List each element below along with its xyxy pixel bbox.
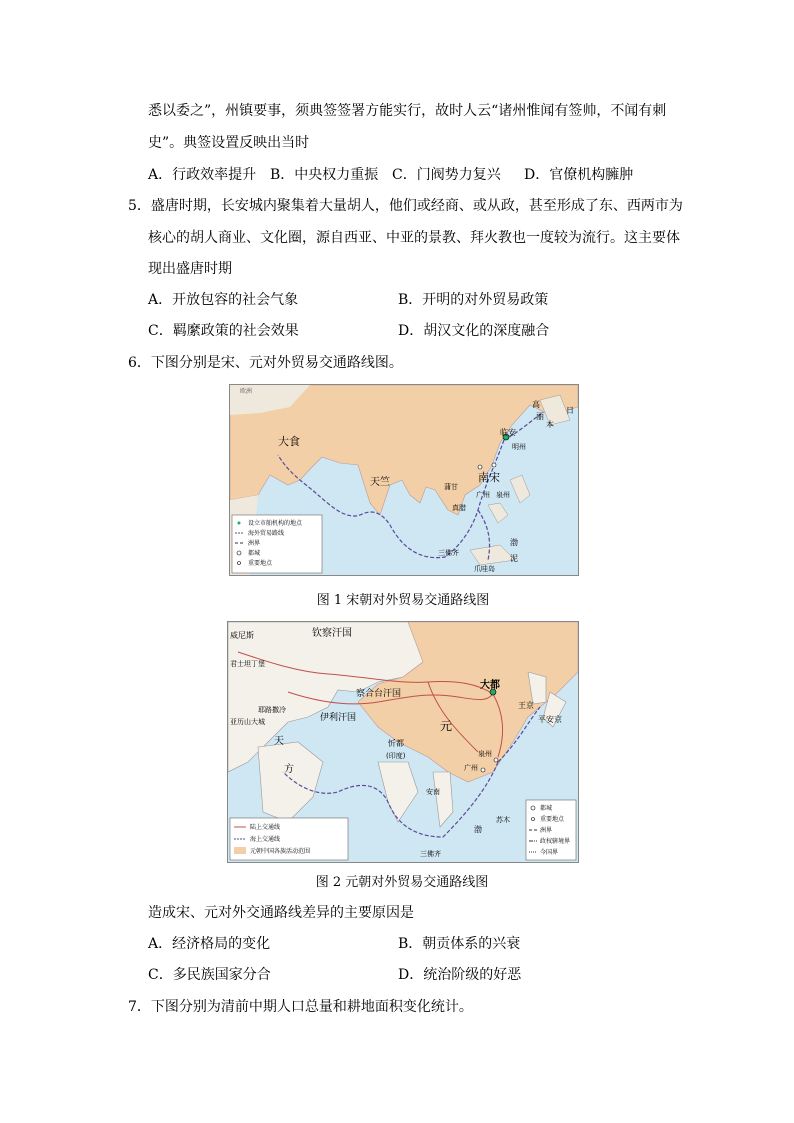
map1-label-guangzhou: 广州 [476, 491, 490, 499]
map1-label-nansong: 南宋 [478, 471, 500, 484]
map2-label-pingan: 平安京 [538, 715, 562, 724]
map2-label-sanfoqi: 三佛齐 [420, 850, 441, 858]
map2-legend-right-item: 都城 [540, 805, 553, 812]
q5-text-line3: 现出盛唐时期 [148, 261, 232, 277]
q4-option-b[interactable]: B．中央权力重振 [270, 167, 379, 183]
q4-text-line1: 悉以委之”，州镇要事，须典签签署方能实行，故时人云“诸州惟闻有签帅，不闻有刺 [148, 103, 667, 119]
map1-label-europe: 欧洲 [240, 388, 253, 395]
map1-label-zhenla: 真腊 [452, 504, 466, 512]
q6-option-c[interactable]: C．多民族国家分合 [148, 967, 271, 983]
q5-text-line1: 5．盛唐时期，长安城内聚集着大量胡人，他们或经商、或从政，甚至形成了东、西两市为 [128, 198, 683, 214]
map2-label-yuan: 元 [440, 719, 453, 733]
map2-label-guangzhou: 广州 [464, 764, 478, 772]
map1-label-ri: 日 [566, 406, 574, 415]
map2-label-tianfang-1: 天 [274, 736, 284, 747]
map1-legend-item: 海外贸易路线 [248, 530, 285, 537]
map2-label-wangjing: 王京 [518, 701, 534, 710]
map1-label-mingzhou: 明州 [512, 443, 526, 451]
map2-label-alexandria: 亚历山大城 [230, 718, 265, 726]
map1-legend-item: 重要地点 [248, 560, 273, 567]
map2-label-chagatai: 察合台汗国 [356, 689, 402, 699]
q5-option-a[interactable]: A．开放包容的社会气象 [148, 292, 299, 308]
map2-label-qincha: 钦察汗国 [312, 628, 352, 639]
map1-label-ben: 本 [546, 420, 554, 429]
q4-option-d[interactable]: D．官僚机构臃肿 [524, 167, 634, 183]
q4-option-c[interactable]: C．门阀势力复兴 [392, 167, 501, 183]
map2-label-ilkhan: 伊利汗国 [320, 713, 357, 723]
map1-label-zhaowa: 爪哇岛 [474, 565, 495, 573]
map2-label-quanzhou: 泉州 [478, 750, 492, 758]
map1-label-ni: 泥 [510, 554, 518, 563]
map2-label-venice: 威尼斯 [230, 631, 254, 640]
map1-label-sanfoqi: 三佛齐 [438, 549, 459, 557]
map2-label-dadu: 大都 [480, 680, 500, 691]
map1-label-linan: 临安 [500, 428, 516, 437]
yuan-trade-map [227, 621, 579, 863]
map2-label-bo: 渤 [474, 825, 482, 834]
map2-label-annan: 安南 [426, 788, 440, 796]
map2-caption: 图 2 元朝对外贸易交通路线图 [315, 875, 489, 890]
map1-label-pugan: 蒲甘 [444, 483, 458, 491]
map2-legend-right-item: 洲界 [540, 827, 553, 834]
q5-option-b[interactable]: B．开明的对外贸易政策 [398, 292, 549, 308]
map2-legend-right-item: 政权辖境界 [540, 838, 571, 845]
q4-option-a[interactable]: A．行政效率提升 [148, 167, 257, 183]
map2-legend-right-item: 今国界 [540, 849, 559, 856]
q4-text-line2: 史”。典签设置反映出当时 [148, 135, 310, 151]
map1-label-gao: 高 [532, 400, 540, 409]
map2-label-jerusalem: 耶路撒冷 [258, 706, 286, 714]
q5-text-line2: 核心的胡人商业、文化圈，源自西亚、中亚的景教、拜火教也一度较为流行。这主要体 [148, 230, 680, 246]
map1-caption: 图 1 宋朝对外贸易交通路线图 [316, 593, 490, 608]
q6-option-b[interactable]: B．朝贡体系的兴衰 [398, 936, 521, 952]
q6-question: 造成宋、元对外交通路线差异的主要原因是 [148, 905, 414, 921]
song-trade-map [229, 384, 579, 576]
map2-label-constantinople: 君士坦丁堡 [230, 660, 265, 668]
q7-intro: 7．下图分别为清前中期人口总量和耕地面积变化统计。 [128, 999, 473, 1015]
map2-label-xidu: 忻都 [388, 739, 404, 748]
map1-label-li: 丽 [536, 412, 544, 421]
map2-legend-right-item: 重要地点 [540, 816, 565, 823]
map1-legend-item: 洲界 [248, 540, 261, 547]
map1-label-bo: 渤 [510, 538, 518, 547]
map1-legend-item: 都城 [248, 550, 261, 557]
map2-legend-left-item: 元朝中国各族活动范围 [250, 848, 311, 855]
q5-option-c[interactable]: C．羁縻政策的社会效果 [148, 323, 299, 339]
q6-intro: 6．下图分别是宋、元对外贸易交通路线图。 [128, 355, 403, 371]
map2-label-tianfang-2: 方 [284, 764, 294, 775]
map2-label-sumu: 苏木 [496, 816, 510, 824]
map1-label-dashi: 大食 [278, 435, 300, 448]
q5-option-d[interactable]: D．胡汉文化的深度融合 [398, 323, 550, 339]
map2-legend-left-item: 海上交通线 [250, 836, 281, 843]
map1-label-tianzhu: 天竺 [370, 477, 390, 488]
map2-label-yindu: (印度) [386, 752, 406, 760]
map2-legend-left-item: 陆上交通线 [250, 824, 281, 831]
map1-label-quanzhou: 泉州 [496, 491, 510, 499]
map1-legend-item: 设立市舶机构的地点 [248, 520, 303, 527]
q6-option-d[interactable]: D．统治阶级的好恶 [398, 967, 522, 983]
q6-option-a[interactable]: A．经济格局的变化 [148, 936, 271, 952]
